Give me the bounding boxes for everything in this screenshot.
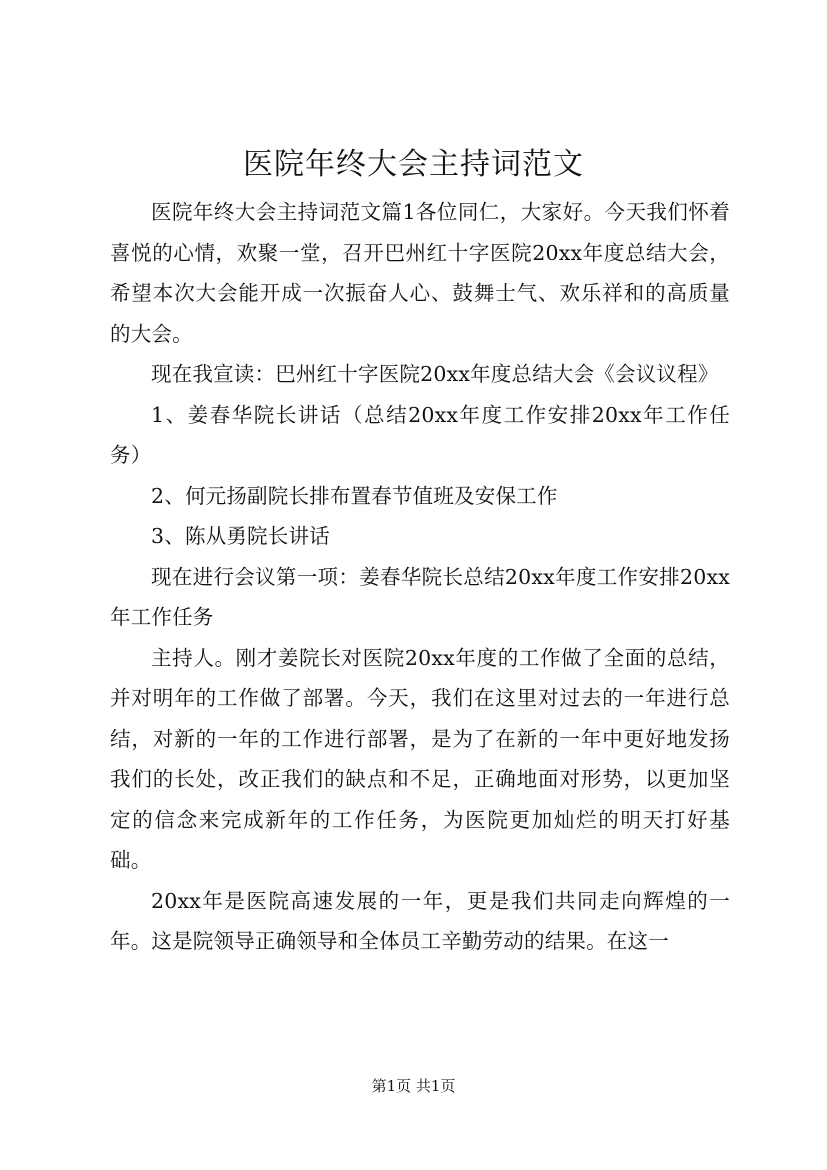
agenda-item-3: 3、陈从勇院长讲话 — [151, 524, 330, 548]
paragraph-agenda-intro: 现在我宣读：巴州红十字医院20xx年度总结大会《会议议程》 — [151, 362, 719, 386]
document-title: 医院年终大会主持词范文 — [243, 147, 584, 182]
document-body — [110, 192, 730, 962]
paragraph-first-item: 现在进行会议第一项：姜春华院长总结20xx年度工作安排20xx年工作任务 — [110, 564, 730, 629]
paragraph-year-review: 20xx年是医院高速发展的一年，更是我们共同走向辉煌的一年。这是院领导正确领导和全体员工辛勤劳动的结果。在这一 — [110, 888, 730, 953]
paragraph-opening: 医院年终大会主持词范文篇1各位同仁，大家好。今天我们怀着喜悦的心情，欢聚一堂，召开巴州红十字医院20xx年度总结大会，希望本次大会能开成一次振奋人心、鼓舞士气、欢乐祥和的高质量的大会。 — [110, 200, 730, 346]
paragraph-host-remarks: 主持人。刚才姜院长对医院20xx年度的工作做了全面的总结，并对明年的工作做了部署。今天，我们在这里对过去的一年进行总结，对新的一年的工作进行部署，是为了在新的一年中更好地发扬我们的长处，改正我们的缺点和不足，正确地面对形势，以更加坚定的信念来完成新年的工作任务，为医院更加灿烂的明天打好基础。 — [110, 645, 730, 872]
page-number-footer: 第1页 共1页 — [371, 1077, 456, 1095]
agenda-item-2: 2、何元扬副院长排布置春节值班及安保工作 — [151, 483, 558, 508]
agenda-item-1: 1、姜春华院长讲话（总结20xx年度工作安排20xx年工作任务） — [110, 402, 730, 467]
